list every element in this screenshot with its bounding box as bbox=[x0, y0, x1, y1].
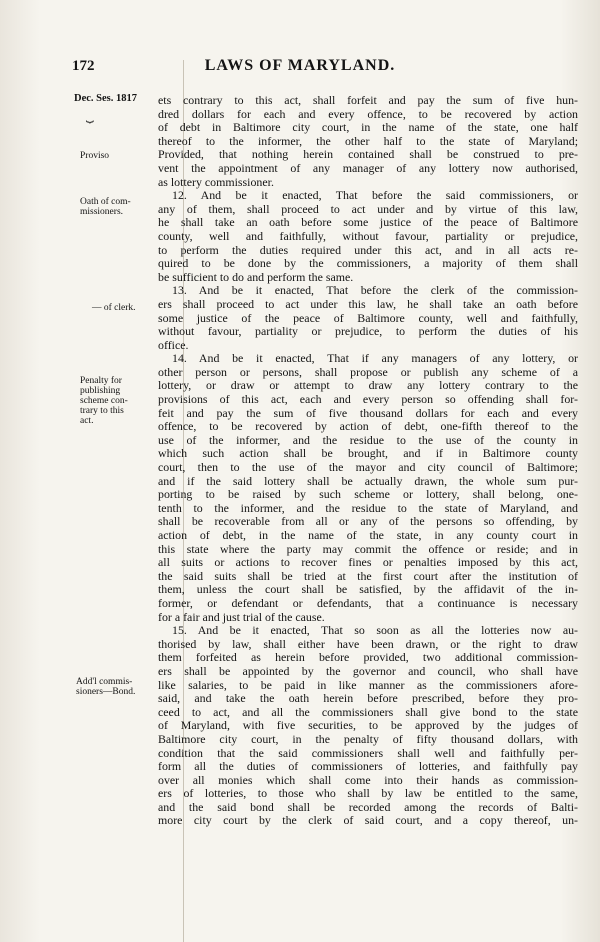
text-line: this state where the party may commit the offence or reside; and in bbox=[158, 542, 578, 556]
text-line: some justice of the peace of Baltimore county, well and faithfully, bbox=[158, 311, 578, 325]
text-line: he shall take an oath before some justice of the peace of Baltimore bbox=[158, 216, 578, 230]
text-line: dred dollars for each and every offence, to be recovered by action bbox=[158, 107, 578, 121]
text-line: as lottery commissioner. bbox=[158, 175, 274, 189]
text-line: for a fair and just trial of the cause. bbox=[158, 610, 325, 624]
text-line: ers shall proceed to act under this law, he shall take an oath before bbox=[158, 297, 578, 311]
text-line: all suits or actions to recover fines or penalties imposed by this act, bbox=[158, 556, 578, 570]
margin-note-penalty: Penalty for publishing scheme con- trary to this act. bbox=[80, 376, 128, 426]
running-title: LAWS OF MARYLAND. bbox=[204, 57, 396, 74]
text-line: ets contrary to this act, shall forfeit and pay the sum of five hun- bbox=[158, 94, 578, 107]
text-line: shall be recoverable from all or any of the persons so offending, by bbox=[158, 515, 578, 529]
text-line: and the said bond shall be recorded among the records of Balti- bbox=[158, 800, 578, 814]
text-line: them, unless the court shall be satisfied, by the affidavit of the in- bbox=[158, 583, 578, 597]
text-line: Baltimore city court, in the penalty of fifty thousand dollars, with bbox=[158, 732, 578, 746]
text-line: the said suits shall be tried at the first court after the institution of bbox=[158, 569, 578, 583]
text-line: condition that the said commissioners shall well and faithfully per- bbox=[158, 746, 578, 760]
text-line: former, or defendant or defendants, that a continuance is necessary bbox=[158, 596, 578, 610]
text-line: court, then to the use of the mayor and city council of Baltimore; bbox=[158, 461, 578, 475]
margin-note-proviso: Proviso bbox=[80, 151, 110, 161]
text-line: thereof to the informer, the other half to the state of Maryland; bbox=[158, 134, 578, 148]
text-line: ers shall be appointed by the governor and council, who shall have bbox=[158, 664, 578, 678]
text-line: of Maryland, with five securities, to be approved by the judges of bbox=[158, 719, 578, 733]
text-line: ceed to act, and all the commissioners shall give bond to the state bbox=[158, 705, 578, 719]
text-line: of debt in Baltimore city court, in the name of the state, one half bbox=[158, 121, 578, 135]
text-line: over all monies which shall come into their hands as commission- bbox=[158, 773, 578, 787]
text-line: lottery, or draw or attempt to draw any lottery contrary to the bbox=[158, 379, 578, 393]
text-line: action of debt, in the name of the state, in any county court in bbox=[158, 529, 578, 542]
text-line: any of them, shall proceed to act under and by virtue of this law, bbox=[158, 202, 578, 216]
text-line: said, and take the oath herein before prescribed, before they pro- bbox=[158, 692, 578, 706]
text-line: them forfeited as herein before provided, two additional commission- bbox=[158, 651, 578, 665]
text-line: 13. And be it enacted, That before the clerk of the commission- bbox=[172, 284, 578, 298]
session-date: Dec. Ses. 1817 bbox=[74, 93, 137, 104]
text-line: office. bbox=[158, 338, 189, 352]
text-line: without favour, partiality or prejudice, to perform the duties of his bbox=[158, 325, 578, 339]
text-line: quired to be done by the commissioners, a majority of them shall bbox=[158, 257, 578, 271]
text-line: use of the informer, and the residue to the use of the county in bbox=[158, 433, 578, 447]
margin-note-clerk: — of clerk. bbox=[92, 303, 136, 313]
text-line: ers of lotteries, to those who shall by law be entitled to the same, bbox=[158, 787, 578, 801]
text-line: thorised by law, shall either have been drawn, or the right to draw bbox=[158, 637, 578, 651]
body-text bbox=[158, 94, 578, 828]
text-line: provisions of this act, each and every person so offending shall for- bbox=[158, 393, 578, 407]
text-line: form all the duties of commissioners of lotteries, and faithfully pay bbox=[158, 760, 578, 774]
text-line: which such action shall be brought, and if in Baltimore county bbox=[158, 447, 578, 461]
margin-note-additional-commissioners: Add'l commis- sioners—Bond. bbox=[76, 677, 136, 697]
text-line: to perform the duties required under this act, and in all acts re- bbox=[158, 243, 578, 257]
brace-ornament: ⏟ bbox=[86, 108, 94, 123]
page-number: 172 bbox=[72, 58, 95, 74]
text-line: like salaries, to be paid in like manner as the commissioners afore- bbox=[158, 678, 578, 692]
text-line: more city court by the clerk of said court, and a copy thereof, un- bbox=[158, 814, 578, 828]
text-line: feit and pay the sum of five thousand dollars for each and every bbox=[158, 406, 578, 420]
text-line: 14. And be it enacted, That if any managers of any lottery, or bbox=[172, 352, 578, 366]
text-line: be sufficient to do and perform the same. bbox=[158, 270, 354, 284]
text-line: other person or persons, shall propose or publish any scheme of a bbox=[158, 365, 578, 379]
text-line: 15. And be it enacted, That so soon as all the lotteries now au- bbox=[172, 624, 578, 638]
text-line: vent the appointment of any manager of any lottery now authorised, bbox=[158, 161, 578, 175]
text-line: offence, to be recovered by action of debt, one-fifth thereof to the bbox=[158, 420, 578, 434]
text-line: tenth to the informer, and the residue to the state of Maryland, and bbox=[158, 501, 578, 515]
text-line: 12. And be it enacted, That before the said commissioners, or bbox=[172, 189, 578, 203]
text-line: porting to be raised by such scheme or lottery, shall belong, one- bbox=[158, 488, 578, 502]
text-line: Provided, that nothing herein contained shall be construed to pre- bbox=[158, 148, 578, 162]
margin-note-oath: Oath of com- missioners. bbox=[80, 197, 131, 217]
text-line: and if the said lottery shall be actually drawn, the whole sum pur- bbox=[158, 474, 578, 488]
text-line: county, well and faithfully, without favour, partiality or prejudice, bbox=[158, 229, 578, 243]
